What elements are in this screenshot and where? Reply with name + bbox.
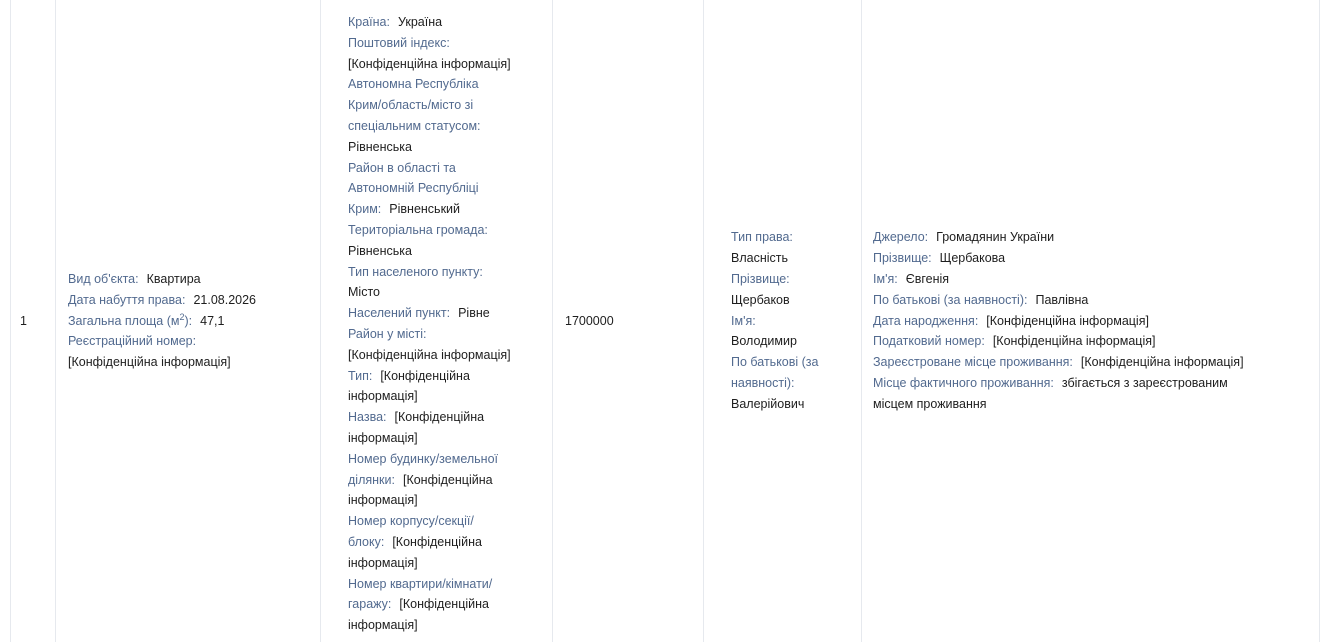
- settlement-type-value: Місто: [348, 285, 380, 300]
- owner-name: Ім'я: Євгенія: [873, 272, 950, 286]
- property-table: [10, 0, 1320, 642]
- block-number: блоку: [Конфіденційна: [348, 534, 482, 549]
- apartment-label-1: Номер квартири/кімнати/: [348, 576, 493, 591]
- region-value: Рівненська: [348, 139, 412, 154]
- house-number: ділянки: [Конфіденційна: [348, 472, 493, 487]
- region-label-3: спеціальним статусом:: [348, 118, 481, 133]
- block-number-value-cont: інформація]: [348, 555, 418, 570]
- owner-actual-place-cont: місцем проживання: [873, 396, 987, 411]
- community-label: Територіальна громада:: [348, 222, 488, 237]
- right-type-value: Власність: [731, 251, 789, 266]
- right-surname-value: Щербаков: [731, 292, 790, 307]
- price-cell: [553, 0, 704, 642]
- right-surname-label: Прізвище:: [731, 272, 790, 286]
- apartment-number: гаражу: [Конфіденційна: [348, 597, 489, 612]
- house-number-value-cont: інформація]: [348, 493, 418, 508]
- owner-source: Джерело: Громадянин України: [873, 230, 1055, 245]
- acquisition-date-label: Дата набуття права:: [68, 292, 186, 307]
- total-area-value: 47,1: [200, 313, 225, 328]
- owner-birth-date: Дата народження: [Конфіденційна інформація]: [873, 313, 1149, 328]
- settlement-type-label: Тип населеного пункту:: [348, 264, 483, 279]
- city-district-label: Район у місті:: [348, 326, 427, 341]
- row-number-cell: [11, 0, 56, 642]
- registration-number-value: [Конфіденційна інформація]: [68, 355, 231, 370]
- postal-code-label: Поштовий індекс:: [348, 35, 450, 50]
- total-area: [68, 311, 312, 332]
- owner-info-cell: [862, 0, 1319, 642]
- district: Крим: Рівненський: [348, 202, 461, 217]
- postal-code-value: [Конфіденційна інформація]: [348, 56, 511, 71]
- price-value: 1700000: [565, 313, 614, 328]
- settlement: Населений пункт: Рівне: [348, 306, 490, 321]
- total-area-label: Загальна площа $(м^2)$:: [68, 311, 193, 328]
- street-type-value-cont: інформація]: [348, 389, 418, 404]
- city-district-value: [Конфіденційна інформація]: [348, 347, 511, 362]
- district-label-2: Автономній Республіці: [348, 181, 479, 196]
- object-type-label: Вид об'єкта:: [68, 272, 139, 286]
- right-type-label: Тип права:: [731, 230, 793, 245]
- acquisition-date-value: 21.08.2026: [193, 292, 256, 307]
- right-info-cell: [704, 0, 862, 642]
- country: Країна: Україна: [348, 15, 443, 29]
- registration-number-label: Реєстраційний номер:: [68, 334, 197, 349]
- street-name: Назва: [Конфіденційна: [348, 410, 485, 425]
- owner-surname: Прізвище: Щербакова: [873, 251, 1006, 266]
- owner-tax-number: Податковий номер: [Конфіденційна інформація]: [873, 334, 1156, 349]
- row-number: 1: [20, 313, 27, 328]
- object-type: [68, 269, 312, 290]
- owner-registered-place: Зареєстроване місце проживання: [Конфіденційна інформація]: [873, 355, 1244, 370]
- street-type: Тип: [Конфіденційна: [348, 368, 470, 383]
- district-label-1: Район в області та: [348, 160, 456, 175]
- region-label-1: Автономна Республіка: [348, 77, 479, 92]
- object-info-cell: [56, 0, 321, 642]
- right-patronymic-label-1: По батькові (за: [731, 355, 819, 370]
- house-label-1: Номер будинку/земельної: [348, 451, 498, 466]
- right-patronymic-value: Валерійович: [731, 396, 805, 411]
- acquisition-date: [68, 290, 312, 311]
- address-cell: [321, 0, 553, 642]
- community-value: Рівненська: [348, 243, 412, 258]
- block-label-1: Номер корпусу/секції/: [348, 514, 474, 529]
- right-name-label: Ім'я:: [731, 313, 756, 328]
- apartment-number-value-cont: інформація]: [348, 618, 418, 633]
- street-name-value-cont: інформація]: [348, 430, 418, 445]
- owner-actual-place: Місце фактичного проживання: збігається з зареєстрованим: [873, 375, 1228, 390]
- region-label-2: Крим/область/місто зі: [348, 98, 474, 113]
- owner-patronymic: По батькові (за наявності): Павлівна: [873, 292, 1089, 307]
- object-type-value: Квартира: [146, 272, 201, 286]
- right-name-value: Володимир: [731, 334, 797, 349]
- right-patronymic-label-2: наявності):: [731, 375, 795, 390]
